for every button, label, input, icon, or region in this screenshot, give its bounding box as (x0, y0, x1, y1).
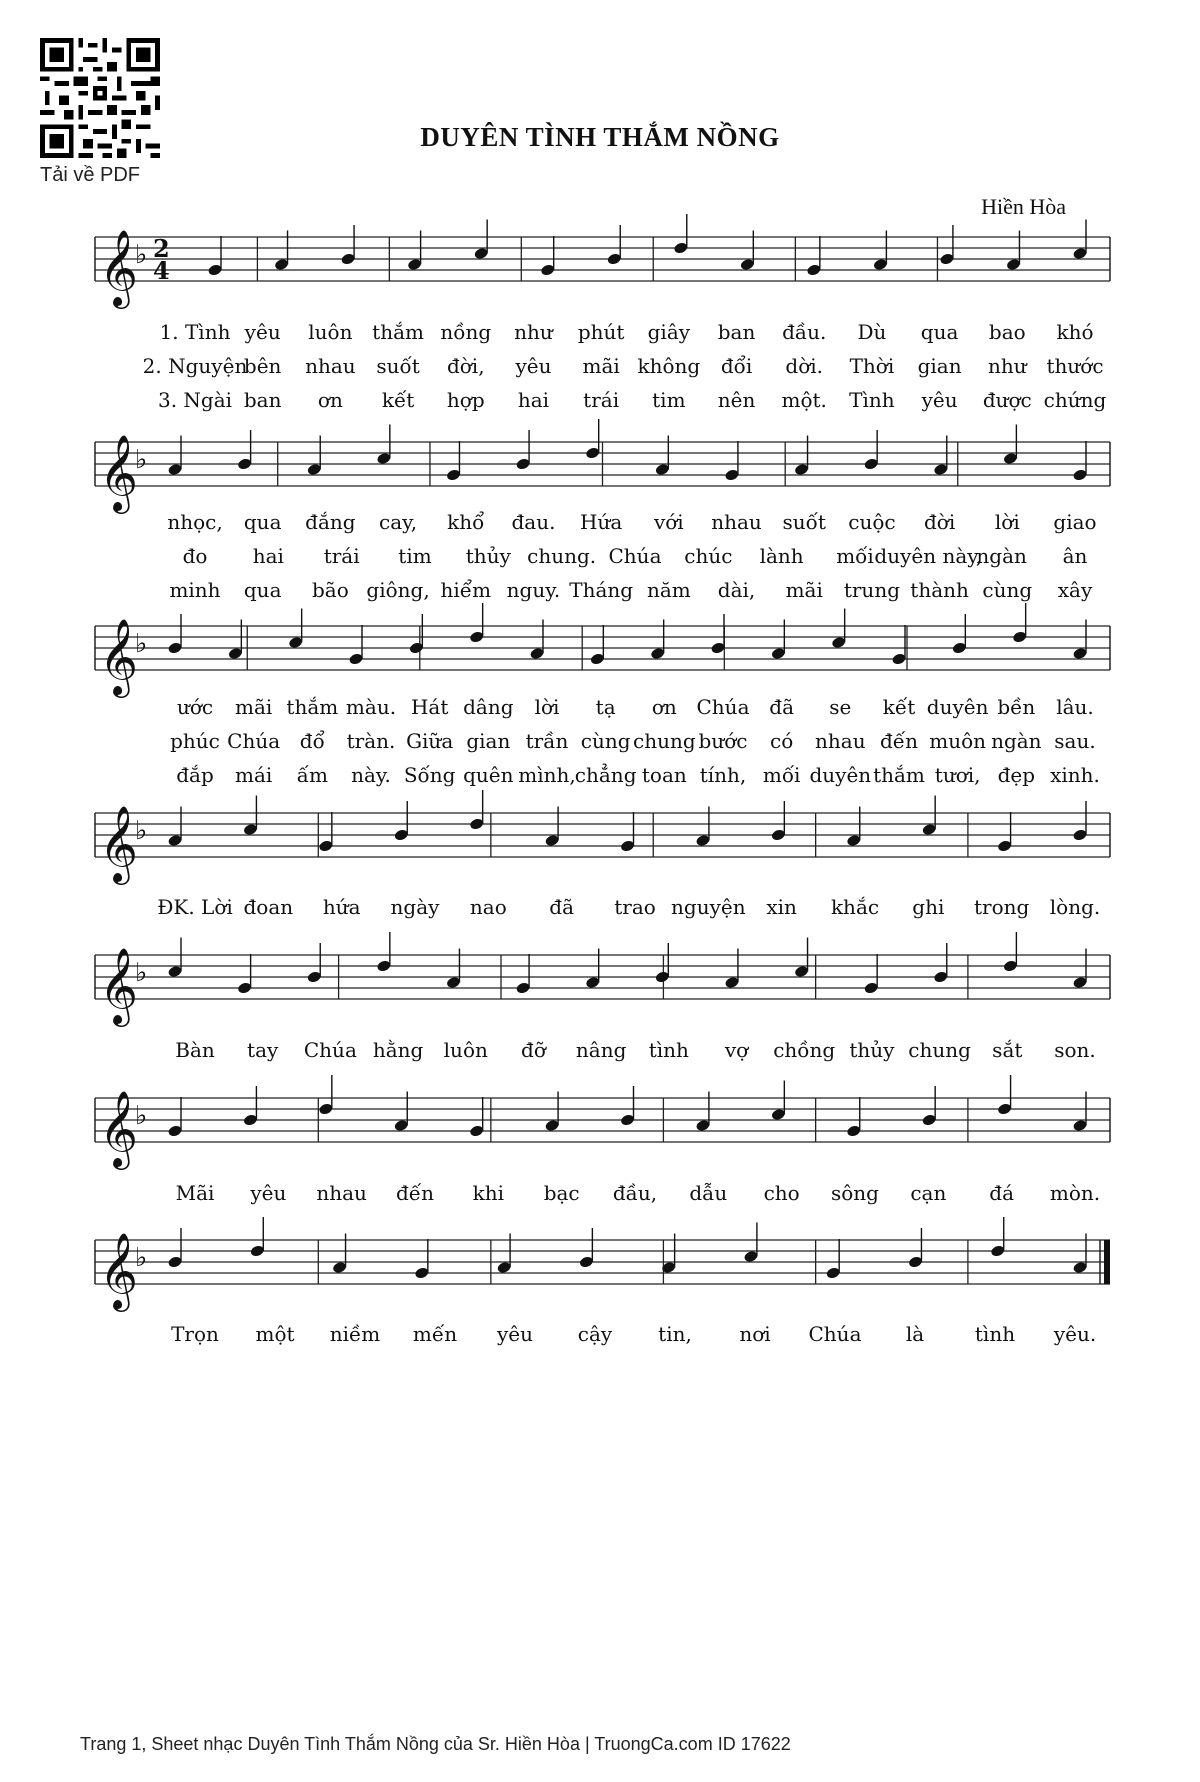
lyric-syllable: hợp (446, 388, 485, 412)
lyric-syllable: cạn (910, 1181, 947, 1205)
lyric-syllable: đến (396, 1181, 434, 1205)
lyric-syllable: gian (466, 729, 511, 753)
lyric-syllable: xin (766, 895, 797, 919)
lyric-syllable: Dù (857, 320, 887, 344)
lyric-syllable: se (829, 695, 852, 719)
lyric-syllable: trái (583, 388, 620, 412)
lyric-syllable: bão (311, 578, 349, 602)
lyric-syllable: ngày (390, 895, 440, 919)
lyric-syllable: trần (525, 729, 569, 753)
lyric-syllable: tình (974, 1322, 1016, 1346)
lyric-syllable: xây (1057, 578, 1093, 602)
lyric-syllable: Bàn (175, 1038, 215, 1062)
lyric-line (95, 320, 1110, 348)
lyric-syllable: dẫu (689, 1181, 728, 1205)
treble-clef-icon: 𝄞 (99, 434, 139, 511)
flat-icon: ♭ (135, 240, 148, 270)
flat-icon: ♭ (135, 958, 148, 988)
lyric-syllable: trong (973, 895, 1030, 919)
treble-clef-icon: 𝄞 (99, 618, 139, 695)
lyric-syllable: ban (717, 320, 756, 344)
lyric-syllable: thủy (849, 1038, 895, 1062)
download-pdf-link[interactable]: Tải về PDF (40, 164, 141, 186)
lyric-line (95, 763, 1110, 791)
lyric-syllable: nguyện (671, 895, 746, 919)
lyric-syllable: mến (412, 1322, 458, 1346)
lyric-syllable: phút (577, 320, 625, 344)
lyric-syllable: cậy (577, 1322, 613, 1346)
lyric-syllable: phúc (170, 729, 220, 753)
lyric-syllable: suốt (376, 354, 420, 378)
lyric-syllable: tính, (699, 763, 747, 787)
lyric-syllable: màu. (345, 695, 397, 719)
lyric-syllable: cho (763, 1181, 800, 1205)
lyric-syllable: Hứa (580, 510, 623, 534)
lyric-syllable: mình, (518, 763, 576, 787)
lyric-syllable: đoan (243, 895, 294, 919)
lyric-syllable: tình (648, 1038, 689, 1062)
lyric-syllable: đến (880, 729, 918, 753)
lyric-syllable: yêu (921, 388, 958, 412)
lyric-syllable: duyên này, (874, 544, 983, 568)
lyric-syllable: giao (1053, 510, 1097, 534)
lyric-syllable: luôn (443, 1038, 488, 1062)
lyric-syllable: nhọc, (167, 510, 223, 534)
lyric-syllable: kết (882, 695, 916, 719)
lyric-syllable: dời. (785, 354, 824, 378)
lyric-syllable: vợ (724, 1038, 749, 1062)
treble-clef-icon: 𝄞 (99, 1090, 139, 1167)
lyric-syllable: mãi (785, 578, 823, 602)
lyric-line (95, 695, 1110, 723)
lyric-syllable: mối (836, 544, 874, 568)
lyric-syllable: yêu (244, 320, 281, 344)
lyric-syllable: chẳng (574, 763, 637, 787)
lyric-syllable: khổ (447, 510, 485, 534)
lyric-syllable: thành (910, 578, 969, 602)
lyric-syllable: một. (781, 388, 827, 412)
lyric-syllable: nơi (739, 1322, 771, 1346)
lyric-syllable: bền (997, 695, 1036, 719)
lyric-syllable: lời (534, 695, 560, 719)
lyric-syllable: trái (323, 544, 360, 568)
lyric-syllable: Hát (410, 695, 449, 719)
flat-icon: ♭ (135, 629, 148, 659)
lyric-syllable: duyên (926, 695, 989, 719)
lyric-syllable: trung (843, 578, 901, 602)
lyric-syllable: thắm (286, 695, 339, 719)
lyric-syllable: khi (472, 1181, 505, 1205)
lyric-syllable: đã (769, 695, 795, 719)
lyric-syllable: đã (549, 895, 575, 919)
treble-clef-icon: 𝄞 (99, 229, 139, 306)
lyric-syllable: minh (169, 578, 221, 602)
lyric-syllable: đời (923, 510, 956, 534)
lyric-syllable: nhau (711, 510, 762, 534)
lyric-syllable: ấm (296, 763, 328, 787)
lyric-syllable: suốt (782, 510, 826, 534)
lyric-syllable: nồng (440, 320, 492, 344)
lyric-syllable: tràn. (346, 729, 396, 753)
lyric-syllable: Chúa (608, 544, 662, 568)
lyric-syllable: khắc (830, 895, 880, 919)
lyric-syllable: dài, (717, 578, 756, 602)
lyric-syllable: qua (243, 578, 282, 602)
staff (95, 947, 1110, 1024)
lyric-syllable: chứng (1043, 388, 1107, 412)
lyric-syllable: nhau (815, 729, 866, 753)
lyric-syllable: một (255, 1322, 295, 1346)
lyric-syllable: 2. Nguyện (142, 354, 248, 378)
lyric-line (95, 729, 1110, 757)
lyric-syllable: đá (989, 1181, 1015, 1205)
lyric-syllable: qua (920, 320, 959, 344)
lyric-syllable: hai (517, 388, 550, 412)
lyric-syllable: giông, (366, 578, 430, 602)
lyric-syllable: đắp (176, 763, 214, 787)
lyric-syllable: ngàn (991, 729, 1042, 753)
lyric-syllable: hằng (372, 1038, 424, 1062)
lyric-syllable: nên (717, 388, 756, 412)
lyric-syllable: nhau (305, 354, 356, 378)
lyric-syllable: hai (252, 544, 284, 568)
lyric-syllable: không (637, 354, 701, 378)
lyric-line (95, 1322, 1110, 1350)
lyric-syllable: cay, (379, 510, 418, 534)
flat-icon: ♭ (135, 1101, 148, 1131)
lyric-syllable: nao (469, 895, 507, 919)
lyric-syllable: chung (633, 729, 696, 753)
lyric-syllable: thước (1046, 354, 1104, 378)
lyric-syllable: đắng (305, 510, 356, 534)
lyric-syllable: ơn (651, 695, 677, 719)
lyric-syllable: thủy (465, 544, 511, 568)
lyric-syllable: sắt (992, 1038, 1023, 1062)
treble-clef-icon: 𝄞 (99, 947, 139, 1024)
staff (95, 1090, 1110, 1167)
lyric-syllable: bao (988, 320, 1026, 344)
lyric-syllable: ước (176, 695, 214, 719)
lyric-syllable: mối (762, 763, 801, 787)
lyric-syllable: 1. Tình (159, 320, 231, 344)
lyric-syllable: ngàn (976, 544, 1027, 568)
lyric-syllable: Tháng (569, 578, 634, 602)
lyric-syllable: sông (831, 1181, 879, 1205)
lyric-syllable: muôn (929, 729, 987, 753)
lyric-syllable: lời (994, 510, 1020, 534)
lyric-syllable: bên (243, 354, 282, 378)
song-title: DUYÊN TÌNH THẮM NỒNG (420, 122, 780, 152)
lyric-syllable: Mãi (175, 1181, 215, 1205)
lyric-line (95, 510, 1110, 538)
lyric-syllable: mãi (235, 695, 273, 719)
lyric-syllable: cùng (982, 578, 1033, 602)
lyric-syllable: yêu (496, 1322, 534, 1346)
lyric-syllable: thắm (372, 320, 424, 344)
lyric-syllable: ơn (317, 388, 343, 412)
staff (95, 1232, 1110, 1309)
lyric-syllable: yêu (515, 354, 552, 378)
lyric-syllable: ĐK. Lời (157, 895, 233, 919)
lyric-syllable: tim (652, 388, 686, 412)
lyric-syllable: đời, (446, 354, 485, 378)
lyric-syllable: nâng (575, 1038, 627, 1062)
lyric-line (95, 578, 1110, 606)
staff (95, 618, 1110, 695)
lyric-syllable: đổi (720, 354, 753, 378)
lyric-syllable: này. (351, 763, 391, 787)
lyric-syllable: chung (908, 1038, 971, 1062)
lyric-syllable: cuộc (848, 510, 896, 534)
lyric-syllable: ghi (912, 895, 945, 919)
lyric-syllable: Trọn (171, 1322, 219, 1346)
lyric-line (95, 544, 1110, 572)
lyric-syllable: cùng (580, 729, 631, 753)
lyric-syllable: đầu, (612, 1181, 658, 1205)
treble-clef-icon: 𝄞 (99, 805, 139, 882)
lyric-syllable: lâu. (1056, 695, 1094, 719)
time-signature: 2 (153, 234, 170, 263)
lyric-syllable: gian (917, 354, 962, 378)
lyric-syllable: như (514, 320, 553, 344)
lyric-syllable: toan (641, 763, 687, 787)
lyric-syllable: chồng (773, 1038, 836, 1062)
lyric-syllable: là (905, 1322, 925, 1346)
staff (95, 805, 1110, 882)
lyric-syllable: mái (235, 763, 273, 787)
lyric-syllable: Tình (849, 388, 895, 412)
lyric-syllable: lòng. (1049, 895, 1101, 919)
lyric-syllable: Chúa (808, 1322, 862, 1346)
lyric-syllable: trao (614, 895, 656, 919)
lyric-syllable: đỡ (521, 1038, 546, 1062)
lyric-syllable: đo (182, 544, 208, 568)
lyric-syllable: chung. (527, 544, 597, 568)
lyric-syllable: tin, (658, 1322, 692, 1346)
lyric-line (95, 895, 1110, 923)
lyric-syllable: Chúa (303, 1038, 357, 1062)
lyric-syllable: mãi (582, 354, 620, 378)
lyric-syllable: duyên (809, 763, 872, 787)
lyric-syllable: Chúa (696, 695, 750, 719)
lyric-line (95, 1038, 1110, 1066)
lyric-syllable: sau. (1054, 729, 1096, 753)
lyric-syllable: yêu (250, 1181, 287, 1205)
lyric-syllable: đầu. (782, 320, 827, 344)
lyric-syllable: dâng (463, 695, 514, 719)
lyric-syllable: ban (243, 388, 282, 412)
lyric-syllable: thắm (873, 763, 925, 787)
composer-name: Hiền Hòa (981, 194, 1066, 219)
lyric-syllable: bước (698, 729, 748, 753)
lyric-syllable: đổ (299, 729, 325, 753)
lyric-syllable: Chúa (227, 729, 281, 753)
treble-clef-icon: 𝄞 (99, 1232, 139, 1309)
staff (95, 434, 1110, 511)
lyric-syllable: yêu. (1053, 1322, 1097, 1346)
page-footer: Trang 1, Sheet nhạc Duyên Tình Thắm Nồng của Sr. Hiền Hòa | TruongCa.com ID 17622 (80, 1734, 791, 1754)
lyric-line (95, 354, 1110, 382)
lyric-syllable: luôn (308, 320, 353, 344)
lyric-syllable: khó (1056, 320, 1094, 344)
time-signature: 4 (153, 256, 170, 285)
lyric-syllable: niềm (329, 1322, 381, 1346)
lyric-syllable: Sống (403, 763, 456, 787)
lyric-syllable: lành (759, 544, 804, 568)
lyric-syllable: tạ (595, 695, 616, 719)
lyric-syllable: Giữa (406, 729, 454, 753)
lyric-syllable: 3. Ngài (157, 388, 233, 412)
flat-icon: ♭ (135, 445, 148, 475)
lyric-syllable: son. (1054, 1038, 1096, 1062)
lyric-syllable: với (653, 510, 684, 534)
lyric-line (95, 1181, 1110, 1209)
lyric-syllable: tim (398, 544, 432, 568)
flat-icon: ♭ (135, 816, 148, 846)
lyric-syllable: chúc (684, 544, 733, 568)
lyric-syllable: quên (463, 763, 514, 787)
lyric-syllable: mòn. (1049, 1181, 1101, 1205)
lyric-syllable: được (982, 388, 1032, 412)
lyric-syllable: hứa (322, 895, 361, 919)
lyric-syllable: đau. (511, 510, 556, 534)
lyric-syllable: tươi, (934, 763, 981, 787)
lyric-syllable: kết (381, 388, 415, 412)
lyric-syllable: có (770, 729, 794, 753)
lyric-syllable: nguy. (506, 578, 561, 602)
lyric-syllable: giây (647, 320, 691, 344)
lyric-syllable: xinh. (1050, 763, 1100, 787)
lyric-syllable: năm (646, 578, 691, 602)
lyric-line (95, 388, 1110, 416)
lyric-syllable: Thời (849, 354, 895, 378)
lyric-syllable: bạc (543, 1181, 580, 1205)
lyric-syllable: nhau (316, 1181, 367, 1205)
lyric-syllable: qua (243, 510, 282, 534)
lyric-syllable: tay (247, 1038, 279, 1062)
lyric-syllable: như (987, 354, 1027, 378)
flat-icon: ♭ (135, 1243, 148, 1273)
staff (95, 229, 1110, 306)
lyric-syllable: đẹp (997, 763, 1036, 787)
lyric-syllable: ân (1062, 544, 1088, 568)
lyric-syllable: hiểm (440, 578, 492, 602)
